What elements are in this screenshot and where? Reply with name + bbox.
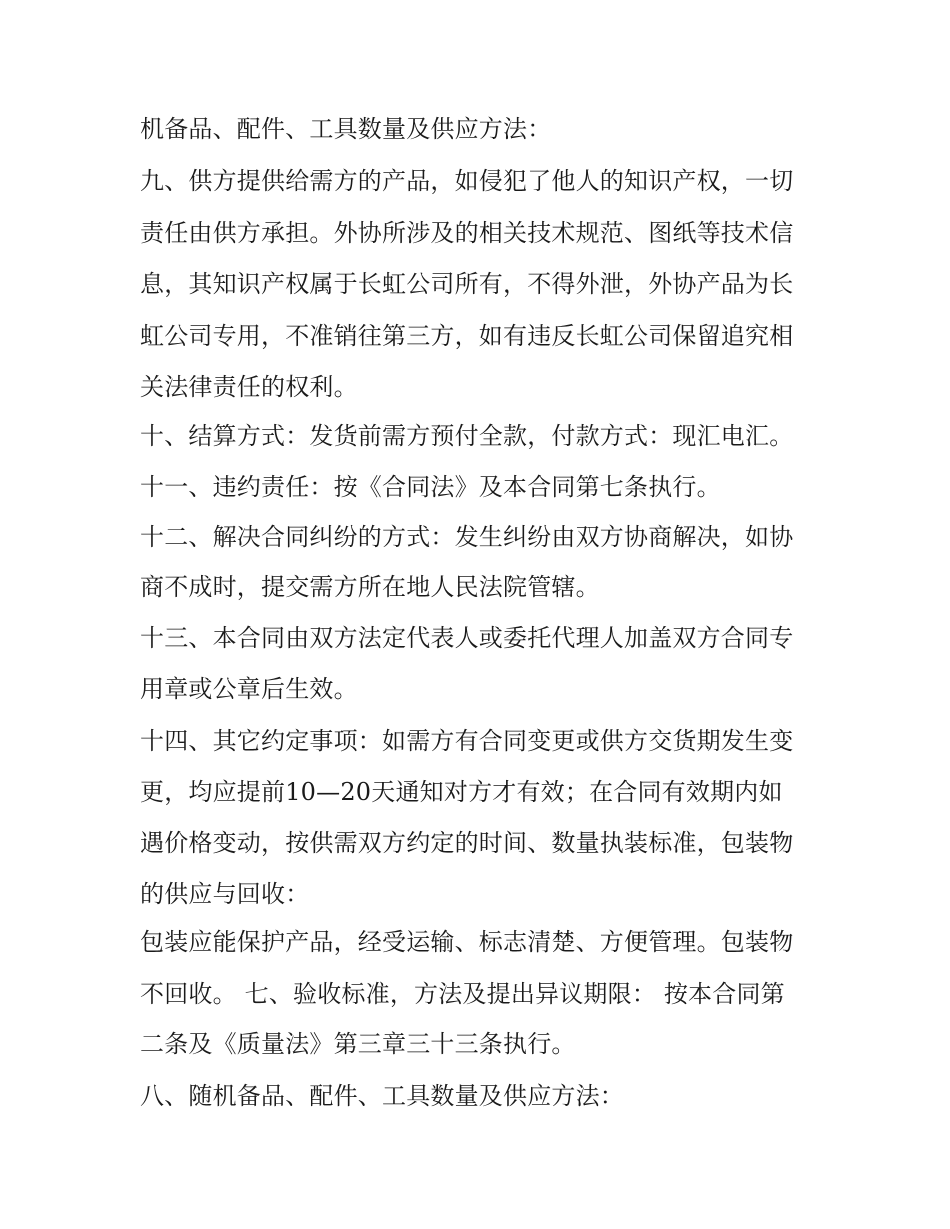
text-line: 包装应能保护产品，经受运输、标志清楚、方便管理。包装物 xyxy=(140,928,794,956)
text-line: 十二、解决合同纠纷的方式：发生纠纷由双方协商解决，如协 xyxy=(140,523,794,551)
text-line: 息，其知识产权属于长虹公司所有，不得外泄，外协产品为长 xyxy=(140,270,794,298)
text-line: 用章或公章后生效。 xyxy=(140,675,358,703)
text-line: 更，均应提前10—20天通知对方才有效；在合同有效期内如 xyxy=(140,778,783,806)
text-line: 商不成时，提交需方所在地人民法院管辖。 xyxy=(140,573,600,601)
text-line: 十一、违约责任：按《合同法》及本合同第七条执行。 xyxy=(140,473,721,501)
text-line: 责任由供方承担。外协所涉及的相关技术规范、图纸等技术信 xyxy=(140,219,794,247)
text-line: 的供应与回收： xyxy=(140,880,310,908)
text-line: 九、供方提供给需方的产品，如侵犯了他人的知识产权，一切 xyxy=(140,167,794,195)
text-line: 遇价格变动，按供需双方约定的时间、数量执装标准，包装物 xyxy=(140,829,794,857)
text-line: 十、结算方式：发货前需方预付全款，付款方式：现汇电汇。 xyxy=(140,422,794,450)
text-line: 十三、本合同由双方法定代表人或委托代理人加盖双方合同专 xyxy=(140,624,794,652)
text-line: 二条及《质量法》第三章三十三条执行。 xyxy=(140,1030,576,1058)
text-line: 不回收。 七、验收标准，方法及提出异议期限： 按本合同第 xyxy=(140,980,785,1008)
text-line: 十四、其它约定事项：如需方有合同变更或供方交货期发生变 xyxy=(140,727,794,755)
text-line: 关法律责任的权利。 xyxy=(140,373,358,401)
text-line: 机备品、配件、工具数量及供应方法： xyxy=(140,115,552,143)
text-line: 虹公司专用，不准销往第三方，如有违反长虹公司保留追究相 xyxy=(140,322,794,350)
text-line: 八、随机备品、配件、工具数量及供应方法： xyxy=(140,1082,624,1110)
